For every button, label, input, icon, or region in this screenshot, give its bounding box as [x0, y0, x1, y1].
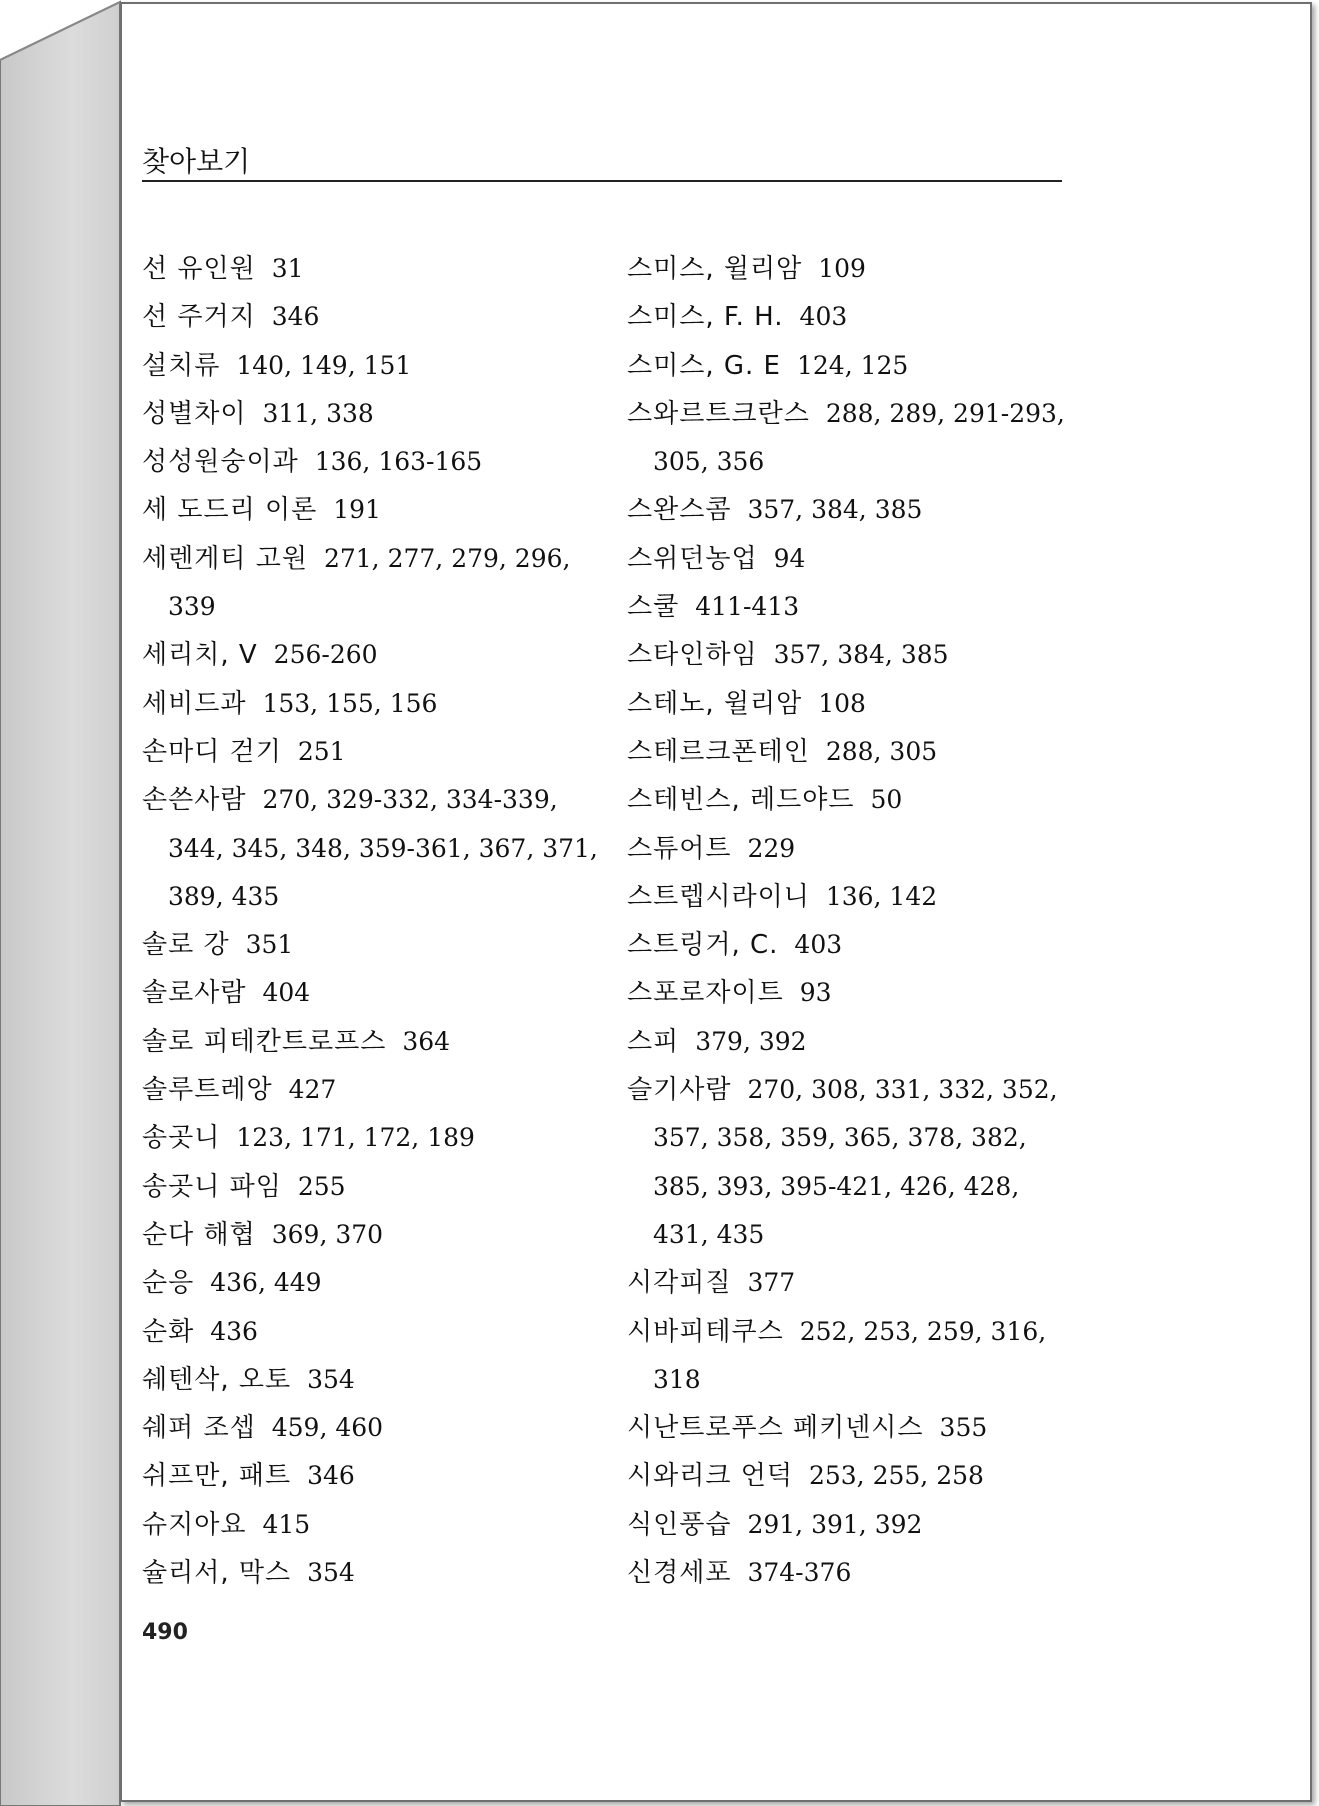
index-pages: 374-376 — [747, 1558, 852, 1588]
index-entry — [142, 390, 612, 438]
index-pages: 256-260 — [273, 640, 378, 670]
index-entry — [627, 293, 1077, 341]
index-pages: 108 — [818, 688, 866, 718]
index-entry — [627, 921, 1077, 969]
index-entry — [627, 1549, 1077, 1597]
index-entry — [142, 486, 612, 534]
index-entry — [627, 969, 1077, 1017]
index-term: 솔로 피테칸트로프스 — [142, 1026, 387, 1057]
page-number: 490 — [142, 1620, 188, 1645]
index-pages: 255 — [297, 1171, 346, 1201]
index-entry — [627, 1501, 1077, 1549]
index-pages: 311, 338 — [262, 398, 374, 428]
index-term: 스포로자이트 — [627, 978, 784, 1009]
index-entry — [627, 1452, 1077, 1500]
index-term: 쉐텐삭, 오토 — [142, 1364, 292, 1395]
header-rule — [142, 180, 1062, 182]
index-pages: 271, 277, 279, 296, 339 — [168, 543, 571, 622]
index-pages: 355 — [939, 1413, 988, 1443]
index-entry — [142, 438, 612, 486]
index-entry — [142, 1211, 612, 1259]
index-pages: 354 — [307, 1364, 355, 1394]
index-term: 송곳니 — [142, 1123, 221, 1154]
index-term: 스트링거, C. — [627, 930, 779, 961]
index-term: 슐리서, 막스 — [142, 1558, 292, 1589]
index-term: 신경세포 — [627, 1558, 732, 1589]
index-term: 스미스, G. E — [627, 350, 781, 381]
index-pages: 411-413 — [695, 592, 800, 622]
index-pages: 251 — [297, 736, 346, 766]
index-pages: 140, 149, 151 — [236, 350, 412, 380]
index-pages: 253, 255, 258 — [808, 1461, 984, 1491]
index-term: 손쓴사람 — [142, 785, 247, 816]
index-term: 스트렙시라이니 — [627, 881, 810, 912]
index-term: 시바피테쿠스 — [627, 1316, 784, 1347]
index-term: 시난트로푸스 페키넨시스 — [627, 1413, 924, 1444]
index-term: 솔로 강 — [142, 930, 230, 961]
index-pages: 354 — [307, 1558, 355, 1588]
index-entry — [142, 1356, 612, 1404]
index-term: 쉬프만, 패트 — [142, 1461, 292, 1492]
index-term: 순다 해협 — [142, 1219, 256, 1250]
index-term: 스테빈스, 레드야드 — [627, 785, 855, 816]
index-pages: 357, 384, 385 — [773, 640, 949, 670]
index-term: 세렌게티 고원 — [142, 543, 308, 574]
index-pages: 403 — [794, 930, 843, 960]
index-pages: 415 — [262, 1509, 311, 1539]
index-term: 스위던농업 — [627, 543, 758, 574]
index-entry — [627, 1066, 1077, 1259]
index-pages: 288, 289, 291-293, 305, 356 — [653, 398, 1065, 477]
index-entry — [142, 1549, 612, 1597]
index-pages: 369, 370 — [271, 1219, 384, 1249]
index-pages: 136, 142 — [825, 881, 938, 911]
index-entry — [627, 631, 1077, 679]
index-term: 송곳니 파임 — [142, 1171, 282, 1202]
index-entry — [627, 1404, 1077, 1452]
index-term: 솔루트레앙 — [142, 1075, 273, 1106]
index-term: 스튜어트 — [627, 833, 732, 864]
index-column-right — [627, 245, 1077, 1597]
index-pages: 357, 384, 385 — [747, 495, 923, 525]
index-pages: 351 — [245, 930, 294, 960]
index-entry — [142, 1066, 612, 1114]
index-term: 스미스, 윌리암 — [627, 254, 803, 284]
index-term: 순화 — [142, 1316, 195, 1347]
index-entry — [627, 873, 1077, 921]
index-pages: 270, 308, 331, 332, 352, 357, 358, 359, 365, 378, 382, 385, 393, 395-421, 426, 428, 431, 435 — [653, 1075, 1058, 1249]
index-entry — [142, 1452, 612, 1500]
index-entry — [627, 1018, 1077, 1066]
index-entry — [142, 1018, 612, 1066]
index-entry — [142, 535, 612, 632]
index-entry — [142, 969, 612, 1017]
index-term: 스테노, 윌리암 — [627, 688, 803, 719]
index-entry — [627, 776, 1077, 824]
index-entry — [627, 825, 1077, 873]
book-spine — [0, 0, 122, 1806]
index-pages: 436, 449 — [210, 1268, 322, 1298]
index-term: 성별차이 — [142, 398, 247, 429]
index-entry — [142, 293, 612, 341]
index-pages: 229 — [747, 833, 796, 863]
index-entry — [142, 1259, 612, 1307]
index-pages: 404 — [262, 978, 311, 1008]
index-pages: 270, 329-332, 334-339, 344, 345, 348, 359-361, 367, 371, 389, 435 — [168, 785, 598, 911]
index-pages: 94 — [773, 543, 806, 573]
index-entry — [627, 728, 1077, 776]
index-pages: 109 — [818, 254, 866, 283]
index-entry — [142, 776, 612, 921]
index-entry — [627, 390, 1077, 487]
index-entry — [142, 1501, 612, 1549]
index-entry — [142, 728, 612, 776]
index-entry — [142, 245, 612, 293]
index-pages: 291, 391, 392 — [747, 1509, 923, 1539]
index-term: 세리치, V — [142, 640, 258, 671]
index-pages: 436 — [210, 1316, 258, 1346]
index-entry — [627, 486, 1077, 534]
index-pages: 50 — [870, 785, 903, 815]
index-column-left — [142, 245, 612, 1597]
index-entry — [142, 1308, 612, 1356]
index-pages: 252, 253, 259, 316, 318 — [653, 1316, 1047, 1394]
index-term: 슬기사람 — [627, 1075, 732, 1106]
index-term: 손마디 걷기 — [142, 736, 282, 767]
index-term: 슈지아요 — [142, 1509, 247, 1540]
index-term: 스미스, F. H. — [627, 302, 784, 333]
index-term: 스완스콤 — [627, 495, 732, 526]
index-term: 식인풍습 — [627, 1509, 732, 1540]
index-pages: 379, 392 — [695, 1026, 807, 1056]
index-pages: 403 — [799, 302, 848, 332]
index-entry — [627, 1259, 1077, 1307]
index-term: 시와리크 언덕 — [627, 1461, 793, 1492]
index-entry — [142, 921, 612, 969]
index-entry — [627, 583, 1077, 631]
index-pages: 153, 155, 156 — [262, 688, 438, 718]
index-term: 선 주거지 — [142, 302, 256, 333]
index-pages: 288, 305 — [825, 736, 938, 766]
index-entry — [142, 631, 612, 679]
index-pages: 93 — [799, 978, 832, 1008]
index-term: 세 도드리 이론 — [142, 495, 318, 526]
index-entry — [627, 1308, 1077, 1405]
index-pages: 427 — [288, 1075, 337, 1105]
index-term: 스타인하임 — [627, 640, 758, 671]
index-term: 설치류 — [142, 350, 221, 381]
index-pages: 459, 460 — [271, 1413, 384, 1443]
page-header-title: 찾아보기 — [142, 145, 251, 178]
index-entry — [142, 680, 612, 728]
index-term: 스테르크폰테인 — [627, 736, 810, 767]
index-term: 세비드과 — [142, 688, 247, 719]
index-pages: 377 — [747, 1268, 796, 1298]
index-term: 스피 — [627, 1026, 680, 1057]
index-pages: 31 — [271, 254, 304, 283]
index-term: 솔로사람 — [142, 978, 247, 1009]
index-entry — [142, 1114, 612, 1162]
index-entry — [627, 342, 1077, 390]
index-term: 쉐퍼 조셉 — [142, 1413, 256, 1444]
index-pages: 124, 125 — [796, 350, 909, 380]
index-pages: 136, 163-165 — [314, 447, 483, 477]
index-entry — [627, 535, 1077, 583]
index-term: 성성원숭이과 — [142, 447, 299, 478]
index-pages: 364 — [402, 1026, 451, 1056]
index-pages: 346 — [271, 302, 320, 332]
index-pages: 191 — [333, 495, 381, 525]
index-term: 선 유인원 — [142, 254, 256, 284]
index-pages: 346 — [307, 1461, 355, 1491]
index-entry — [142, 1404, 612, 1452]
index-entry — [627, 680, 1077, 728]
index-term: 스쿨 — [627, 592, 680, 623]
index-term: 순응 — [142, 1268, 195, 1299]
index-entry — [627, 245, 1077, 293]
index-entry — [142, 342, 612, 390]
index-term: 시각피질 — [627, 1268, 732, 1299]
index-term: 스와르트크란스 — [627, 398, 810, 429]
index-pages: 123, 171, 172, 189 — [236, 1123, 475, 1153]
index-entry — [142, 1163, 612, 1211]
